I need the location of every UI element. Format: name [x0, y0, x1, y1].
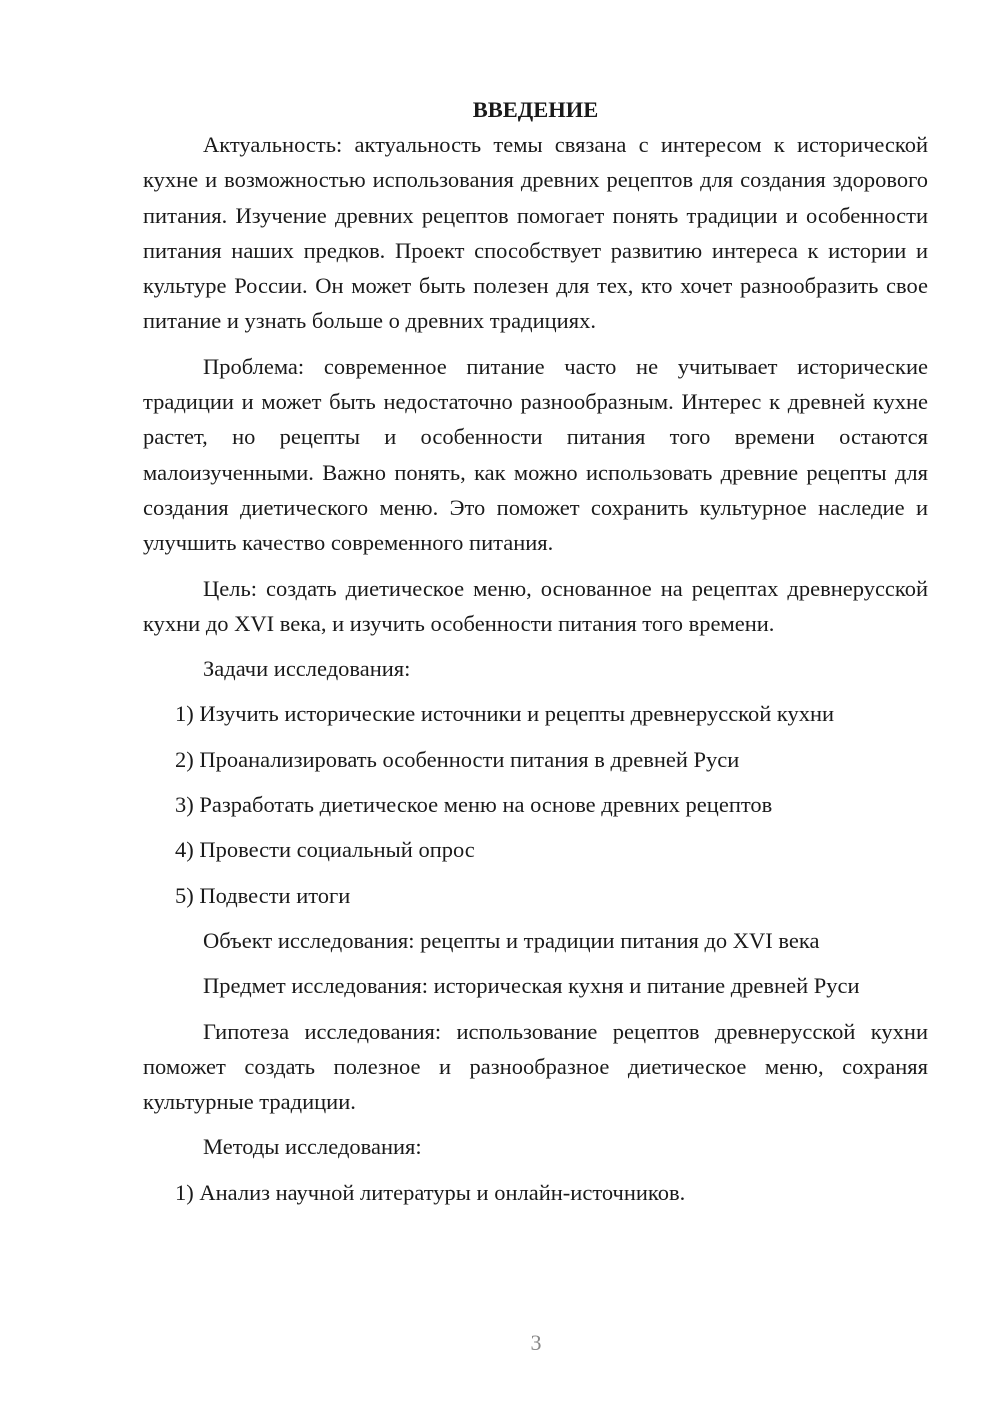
tasks-heading: Задачи исследования:	[203, 656, 411, 682]
problem-paragraph: Проблема: современное питание часто не учитывает исторические традиции и может быть недостаточно разнообразным. Интерес к древней кухне растет, но рецепты и особенности питания того времени остаются малоизученными. Важно понять, как можно использовать древние рецепты для создания диетического меню. Это поможет сохранить культурное наследие и улучшить качество современного питания.	[143, 353, 928, 556]
task-item-3: 3) Разработать диетическое меню на основе древних рецептов	[175, 792, 773, 818]
goal-paragraph: Цель: создать диетическое меню, основанное на рецептах древнерусской кухни до XVI века, и изучить особенности питания того времени.	[143, 575, 928, 636]
task-item-4: 4) Провести социальный опрос	[175, 837, 475, 863]
task-item-2: 2) Проанализировать особенности питания в древней Руси	[175, 746, 740, 772]
research-object: Объект исследования: рецепты и традиции питания до XVI века	[203, 927, 820, 953]
task-item-1: 1) Изучить исторические источники и рецепты древнерусской кухни	[175, 701, 835, 727]
relevance-paragraph: Актуальность: актуальность темы связана с интересом к исторической кухне и возможностью использования древних рецептов для создания здорового питания. Изучение древних рецептов помогает понять традиции и особенности питания наших предков. Проект способствует развитию интереса к истории и культуре России. Он может быть полезен для тех, кто хочет разнообразить свое питание и узнать больше о древних традициях.	[143, 132, 928, 334]
research-subject: Предмет исследования: историческая кухня и питание древней Руси	[203, 973, 860, 999]
task-item-5: 5) Подвести итоги	[175, 882, 351, 908]
page-number: 3	[530, 1330, 542, 1355]
hypothesis-paragraph: Гипотеза исследования: использование рецептов древнерусской кухни поможет создать полезное и разнообразное диетическое меню, сохраняя культурные традиции.	[143, 1018, 928, 1115]
page-title: ВВЕДЕНИЕ	[472, 97, 599, 122]
method-item-1: 1) Анализ научной литературы и онлайн-источников.	[175, 1179, 686, 1205]
methods-heading: Методы исследования:	[203, 1134, 422, 1160]
document-page	[143, 92, 928, 1220]
